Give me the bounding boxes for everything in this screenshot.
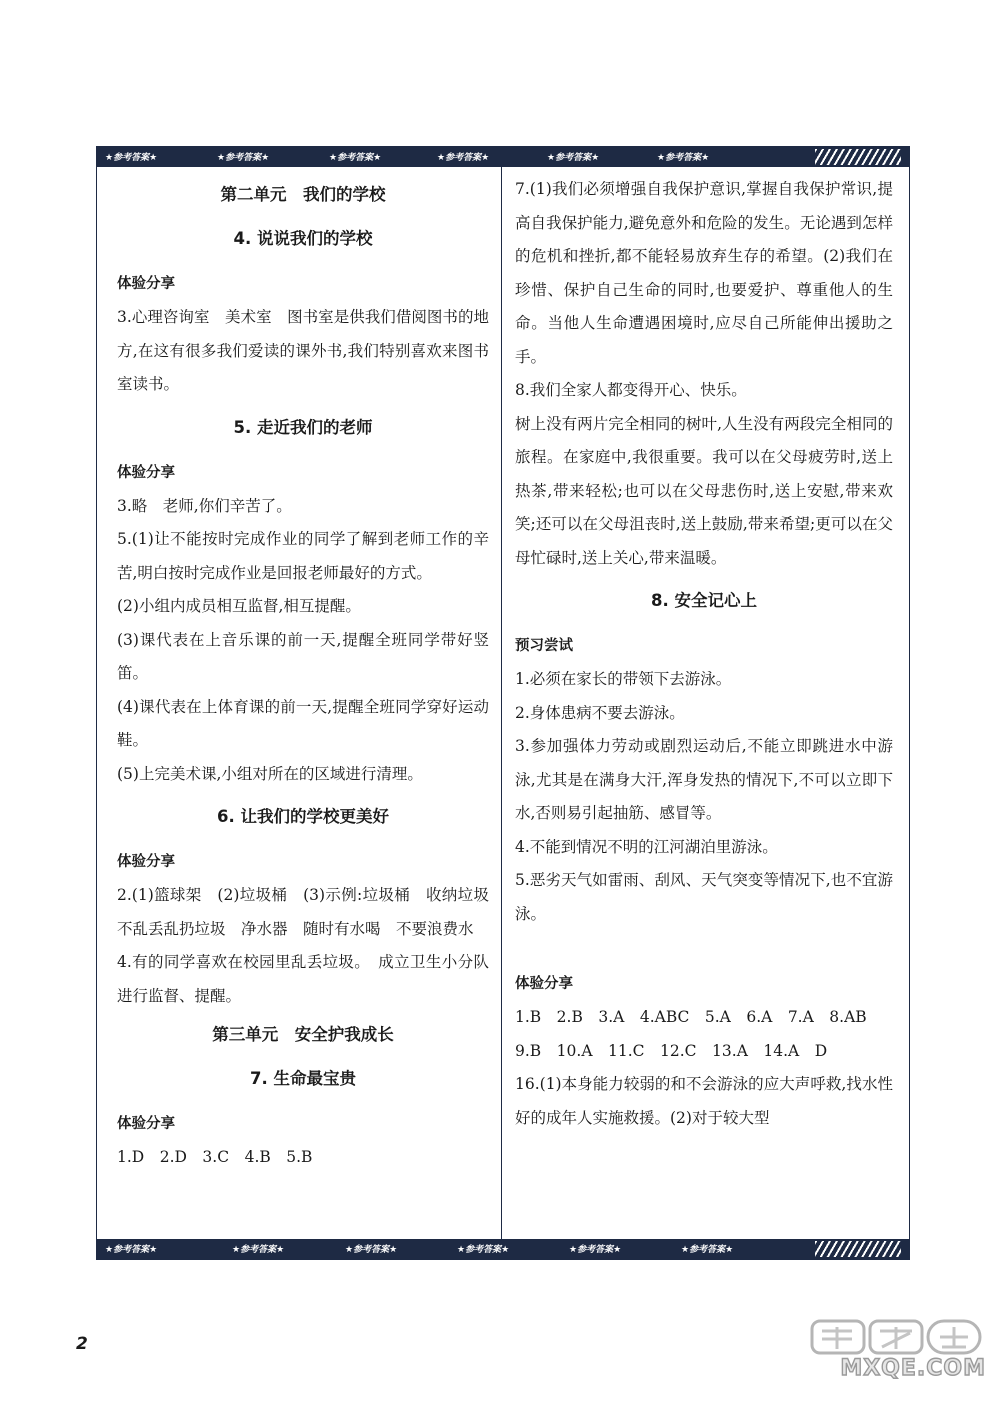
footer-stamp: ★参考答案★ bbox=[457, 1245, 510, 1255]
header-stamp: ★参考答案★ bbox=[217, 153, 270, 163]
left-column bbox=[117, 173, 505, 1175]
answer-paragraph: 2.(1)篮球架 (2)垃圾桶 (3)示例:垃圾桶 收纳垃圾 不乱丢乱扔垃圾 净水器 随时有水喝 不要浪费水 bbox=[117, 886, 505, 938]
lesson-heading: 5. 走近我们的老师 bbox=[233, 417, 373, 437]
unit-heading: 第二单元 我们的学校 bbox=[220, 185, 386, 204]
column-divider bbox=[501, 167, 502, 1239]
lesson-heading: 4. 说说我们的学校 bbox=[233, 229, 373, 248]
footer-stamp: ★参考答案★ bbox=[569, 1245, 622, 1255]
watermark-logo-icon bbox=[810, 1317, 986, 1357]
watermark-url: MXQE.COM bbox=[840, 1356, 986, 1381]
header-band bbox=[97, 147, 909, 167]
answer-paragraph: 2.身体患病不要去游泳。 bbox=[515, 703, 685, 722]
answer-paragraph: 3.略 老师,你们辛苦了。 bbox=[117, 496, 292, 515]
answer-paragraph: (2)小组内成员相互监督,相互提醒。 bbox=[117, 597, 361, 615]
answer-paragraph: 5.恶劣天气如雷雨、刮风、天气突变等情况下,也不宜游泳。 bbox=[515, 871, 893, 923]
answer-paragraph: (4)课代表在上体育课的前一天,提醒全班同学穿好运动鞋。 bbox=[117, 697, 489, 749]
section-label: 体验分享 bbox=[117, 464, 175, 481]
answer-paragraph: 4.有的同学喜欢在校园里乱丢垃圾。 成立卫生小分队进行监督、提醒。 bbox=[117, 953, 489, 1005]
section-label: 体验分享 bbox=[117, 854, 175, 870]
footer-stamp: ★参考答案★ bbox=[105, 1245, 158, 1255]
answer-paragraph: 5.(1)让不能按时完成作业的同学了解到老师工作的辛苦,明白按时完成作业是回报老师最好的方式。 bbox=[117, 530, 489, 582]
section-label: 体验分享 bbox=[117, 1116, 175, 1132]
answer-paragraph: 8.我们全家人都变得开心、快乐。 bbox=[515, 381, 747, 399]
header-stripes bbox=[815, 149, 901, 165]
unit-heading: 第三单元 安全护我成长 bbox=[212, 1025, 394, 1044]
answer-paragraph: 4.不能到情况不明的江河湖泊里游泳。 bbox=[515, 837, 778, 856]
answer-paragraph: 9.B 10.A 11.C 12.C 13.A 14.A D bbox=[515, 1041, 828, 1060]
page-number: 2 bbox=[76, 1334, 88, 1354]
answer-paragraph: 1.B 2.B 3.A 4.ABC 5.A 6.A 7.A 8.AB bbox=[515, 1008, 867, 1026]
answer-paragraph: 树上没有两片完全相同的树叶,人生没有两段完全相同的旅程。在家庭中,我很重要。我可以在父母疲劳时,送上热茶,带来轻松;也可以在父母悲伤时,送上安慰,带来欢笑;还可以在父母沮丧时,送上鼓励,带来希望;更可以在父母忙碌时,送上关心,带来温暖。 bbox=[515, 414, 893, 567]
right-column bbox=[515, 173, 893, 1135]
header-stamp: ★参考答案★ bbox=[547, 153, 600, 163]
answer-paragraph: 1.D 2.D 3.C 4.B 5.B bbox=[117, 1148, 313, 1166]
spacer bbox=[515, 931, 893, 961]
answer-paragraph: (3)课代表在上音乐课的前一天,提醒全班同学带好竖笛。 bbox=[117, 630, 489, 682]
answer-paragraph: 1.必须在家长的带领下去游泳。 bbox=[515, 670, 732, 688]
header-stamp: ★参考答案★ bbox=[329, 153, 382, 163]
answer-paragraph: 16.(1)本身能力较弱的和不会游泳的应大声呼救,找水性好的成年人实施救援。(2)对于较大型 bbox=[515, 1075, 893, 1127]
answer-paragraph: (5)上完美术课,小组对所在的区域进行清理。 bbox=[117, 764, 423, 783]
footer-stamp: ★参考答案★ bbox=[681, 1245, 734, 1255]
section-label: 预习尝试 bbox=[515, 638, 573, 654]
section-label: 体验分享 bbox=[515, 976, 573, 992]
answer-paragraph: 7.(1)我们必须增强自我保护意识,掌握自我保护常识,提高自我保护能力,避免意外和危险的发生。无论遇到怎样的危机和挫折,都不能轻易放弃生存的希望。(2)我们在珍惜、保护自己生命的同时,也要爱护、尊重他人的生命。当他人生命遭遇困境时,应尽自己所能伸出援助之手。 bbox=[515, 180, 893, 366]
answer-paragraph: 3.心理咨询室 美术室 图书室是供我们借阅图书的地方,在这有很多我们爱读的课外书,我们特别喜欢来图书室读书。 bbox=[117, 308, 489, 393]
footer-stripes bbox=[815, 1241, 901, 1257]
section-label: 体验分享 bbox=[117, 276, 175, 292]
footer-band bbox=[97, 1239, 909, 1259]
answer-frame bbox=[96, 146, 910, 1260]
answer-paragraph: 3.参加强体力劳动或剧烈运动后,不能立即跳进水中游泳,尤其是在满身大汗,浑身发热的情况下,不可以立即下水,否则易引起抽筋、感冒等。 bbox=[515, 737, 893, 822]
lesson-heading: 6. 让我们的学校更美好 bbox=[217, 807, 389, 826]
header-stamp: ★参考答案★ bbox=[657, 153, 710, 163]
lesson-heading: 8. 安全记心上 bbox=[651, 591, 757, 610]
header-stamp: ★参考答案★ bbox=[437, 153, 490, 163]
footer-stamp: ★参考答案★ bbox=[232, 1245, 285, 1255]
header-stamp: ★参考答案★ bbox=[105, 153, 158, 163]
footer-stamp: ★参考答案★ bbox=[345, 1245, 398, 1255]
lesson-heading: 7. 生命最宝贵 bbox=[250, 1069, 356, 1088]
